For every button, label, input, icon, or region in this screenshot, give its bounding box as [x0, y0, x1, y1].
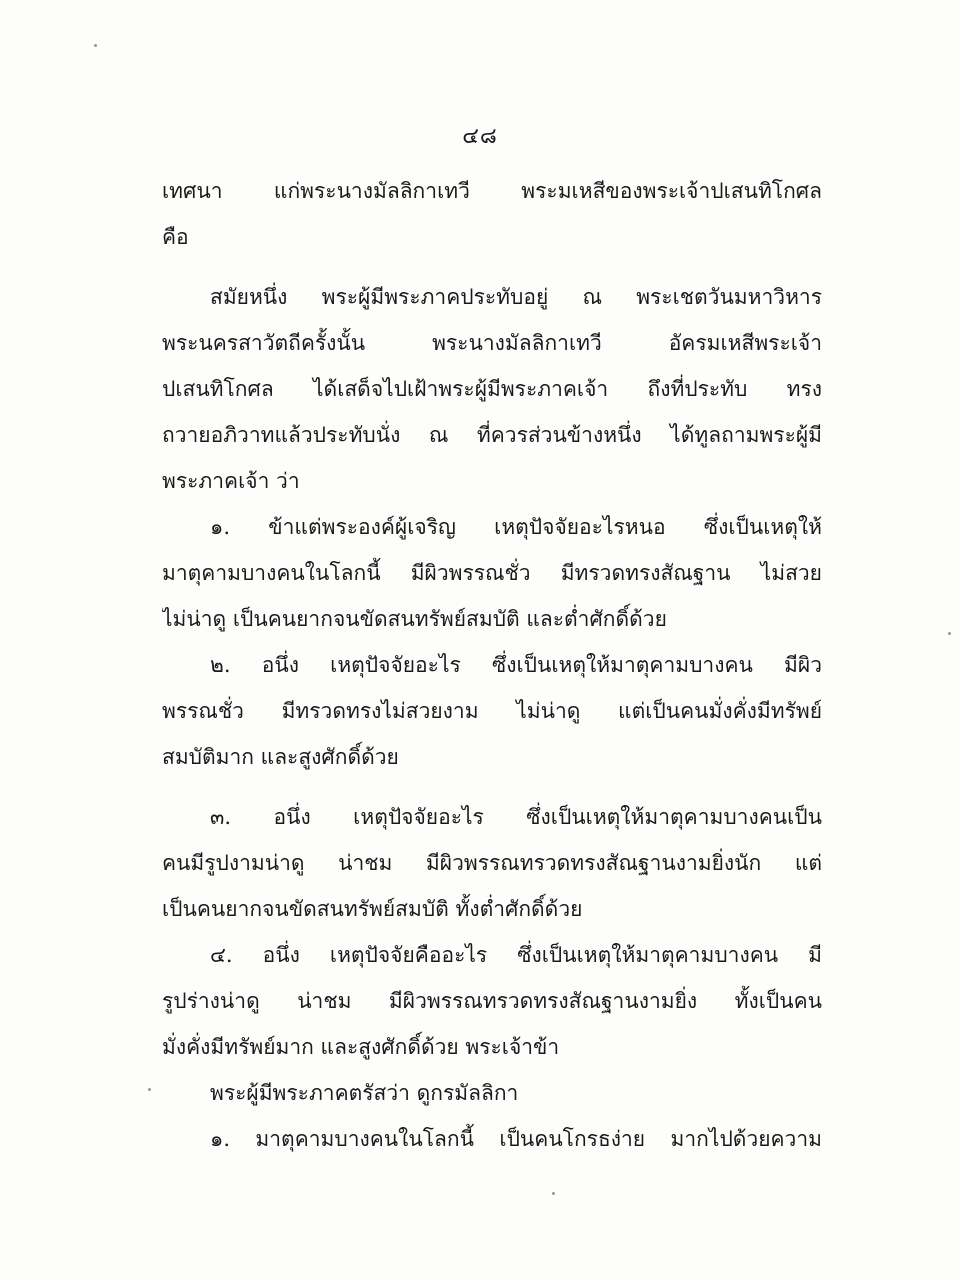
page-number: ๔๘ [462, 124, 498, 149]
text-line: มั่งคั่งมีทรัพย์มาก และสูงศักดิ์ด้วย พระเจ้าข้า [162, 1035, 560, 1059]
text-line: พรรณชั่ว มีทรวดทรงไม่สวยงาม ไม่น่าดู แต่เป็นคนมั่งคั่งมีทรัพย์ [162, 699, 822, 723]
text-line: ไม่น่าดู เป็นคนยากจนขัดสนทรัพย์สมบัติ และต่ำศักดิ์ด้วย [162, 607, 667, 631]
text-line: คือ [162, 225, 189, 249]
text-line: สมัยหนึ่ง พระผู้มีพระภาคประทับอยู่ ณ พระเชตวันมหาวิหาร [210, 285, 822, 309]
text-line: ถวายอภิวาทแล้วประทับนั่ง ณ ที่ควรส่วนข้างหนึ่ง ได้ทูลถามพระผู้มี [162, 423, 822, 447]
text-line: ๒. อนึ่ง เหตุปัจจัยอะไร ซึ่งเป็นเหตุให้มาตุคามบางคน มีผิว [210, 653, 822, 677]
scan-speck [94, 44, 97, 47]
scan-speck [552, 1192, 555, 1195]
text-line: ๔. อนึ่ง เหตุปัจจัยคืออะไร ซึ่งเป็นเหตุให้มาตุคามบางคน มี [210, 943, 822, 967]
text-line: พระนครสาวัตถีครั้งนั้น พระนางมัลลิกาเทวี อัครมเหสีพระเจ้า [162, 331, 822, 355]
text-line: ๑. มาตุคามบางคนในโลกนี้ เป็นคนโกรธง่าย มากไปด้วยความ [210, 1127, 822, 1151]
text-line: ๓. อนึ่ง เหตุปัจจัยอะไร ซึ่งเป็นเหตุให้มาตุคามบางคนเป็น [210, 805, 822, 829]
scan-speck [948, 632, 951, 635]
text-line: ปเสนทิโกศล ได้เสด็จไปเฝ้าพระผู้มีพระภาคเจ้า ถึงที่ประทับ ทรง [162, 377, 822, 401]
text-line: เป็นคนยากจนขัดสนทรัพย์สมบัติ ทั้งต่ำศักดิ์ด้วย [162, 897, 583, 921]
text-line: สมบัติมาก และสูงศักดิ์ด้วย [162, 745, 399, 769]
text-line: คนมีรูปงามน่าดู น่าชม มีผิวพรรณทรวดทรงสัณฐานงามยิ่งนัก แต่ [162, 851, 822, 875]
text-line: เทศนา แก่พระนางมัลลิกาเทวี พระมเหสีของพระเจ้าปเสนทิโกศล [162, 179, 822, 203]
body-text [162, 168, 822, 1162]
text-line: ๑. ข้าแต่พระองค์ผู้เจริญ เหตุปัจจัยอะไรหนอ ซึ่งเป็นเหตุให้ [210, 515, 822, 539]
text-line: พระผู้มีพระภาคตรัสว่า ดูกรมัลลิกา [210, 1081, 519, 1105]
text-line: มาตุคามบางคนในโลกนี้ มีผิวพรรณชั่ว มีทรวดทรงสัณฐาน ไม่สวย [162, 561, 822, 585]
text-line: พระภาคเจ้า ว่า [162, 469, 300, 493]
text-line: รูปร่างน่าดู น่าชม มีผิวพรรณทรวดทรงสัณฐานงามยิ่ง ทั้งเป็นคน [162, 989, 822, 1013]
scan-speck [148, 1088, 151, 1091]
